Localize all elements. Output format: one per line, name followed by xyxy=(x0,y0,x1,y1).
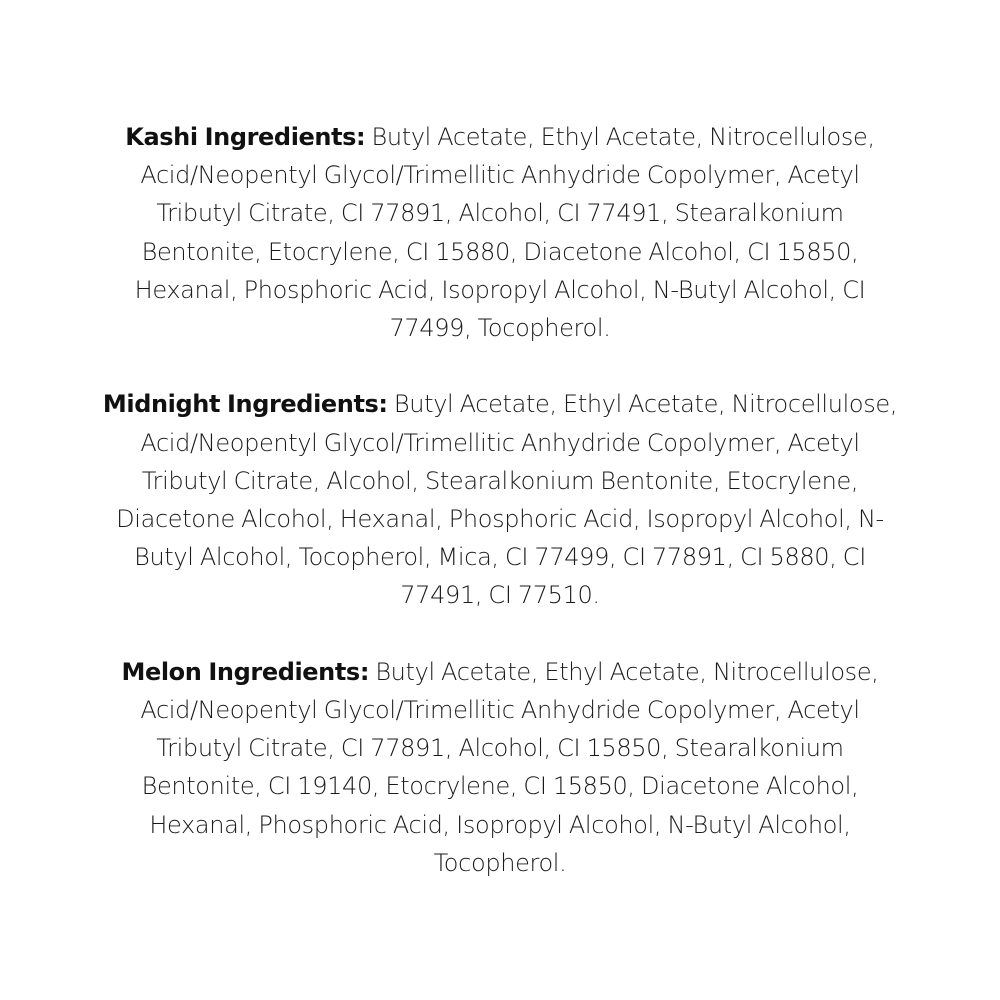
kashi-ingredients-label: Kashi Ingredients: xyxy=(125,123,366,151)
midnight-ingredients-text: Butyl Acetate, Ethyl Acetate, Nitrocellulose, Acid/Neopentyl Glycol/Trimellitic Anhydride Copolymer, Acetyl Tributyl Citrate, Alcohol, Stearalkonium Bentonite, Etocrylene, Diacetone Alcohol, Hexanal, Phosphoric Acid, Isopropyl Alcohol, N-Butyl Alcohol, Tocopherol, Mica, CI 77499, CI 77891, CI 5880, CI 77491, CI 77510. xyxy=(116,390,898,610)
ingredients-document xyxy=(100,118,900,882)
midnight-ingredients-label: Midnight Ingredients: xyxy=(102,390,388,419)
melon-ingredients-label: Melon Ingredients: xyxy=(121,657,370,686)
kashi-ingredients-paragraph xyxy=(100,118,900,347)
midnight-ingredients-paragraph xyxy=(100,385,900,614)
kashi-ingredients-text: Butyl Acetate, Ethyl Acetate, Nitrocellulose, Acid/Neopentyl Glycol/Trimellitic Anhydride Copolymer, Acetyl Tributyl Citrate, CI 77891, Alcohol, CI 77491, Stearalkonium Bentonite, Etocrylene, CI 15880, Diacetone Alcohol, CI 15850, Hexanal, Phosphoric Acid, Isopropyl Alcohol, N-Butyl Alcohol, CI 77499, Tocopherol. xyxy=(134,123,875,343)
melon-ingredients-text: Butyl Acetate, Ethyl Acetate, Nitrocellulose, Acid/Neopentyl Glycol/Trimellitic Anhydride Copolymer, Acetyl Tributyl Citrate, CI 77891, Alcohol, CI 15850, Stearalkonium Bentonite, CI 19140, Etocrylene, CI 15850, Diacetone Alcohol, Hexanal, Phosphoric Acid, Isopropyl Alcohol, N-Butyl Alcohol, Tocopherol. xyxy=(140,657,879,877)
melon-ingredients-paragraph xyxy=(100,653,900,882)
